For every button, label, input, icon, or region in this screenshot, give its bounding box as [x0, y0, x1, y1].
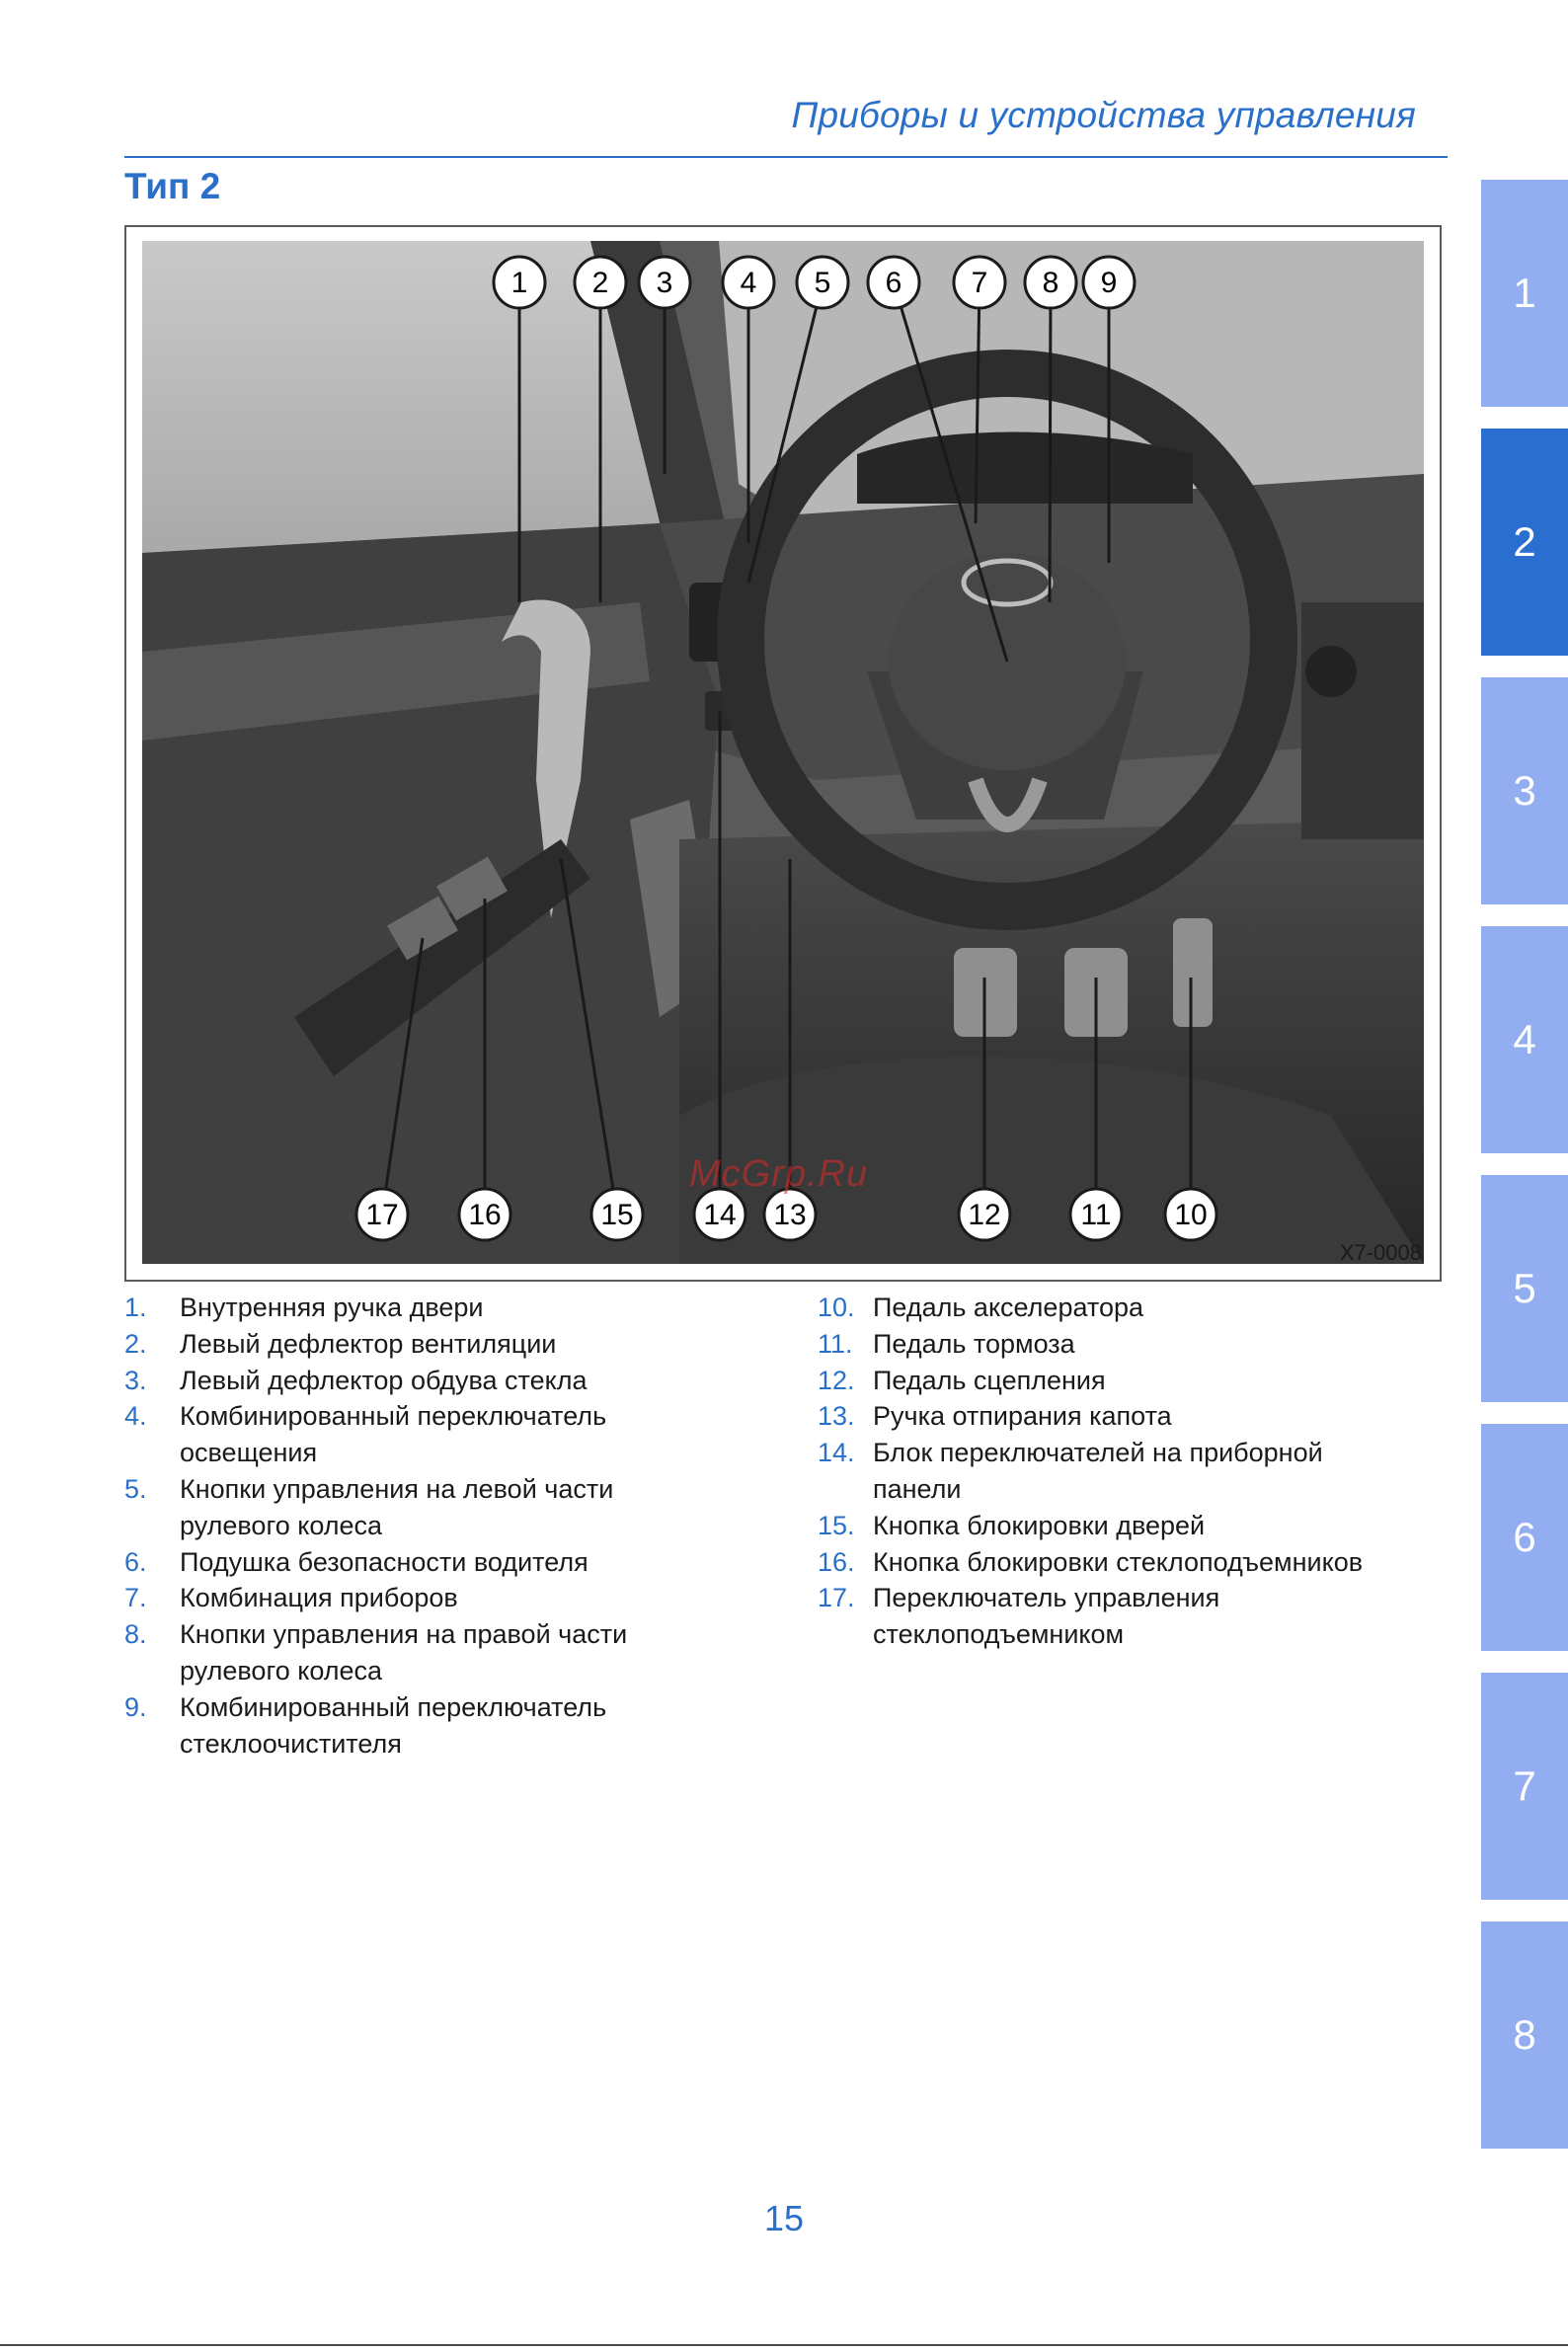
legend-text: Левый дефлектор обдува стекла — [180, 1365, 588, 1395]
callout-11 — [1070, 1189, 1122, 1240]
callout-17-label: 17 — [365, 1199, 399, 1231]
callout-13 — [764, 1189, 816, 1240]
callout-10 — [1165, 1189, 1216, 1240]
callout-9 — [1083, 257, 1135, 308]
page-number: 15 — [763, 2198, 805, 2238]
callout-6-label: 6 — [885, 267, 902, 299]
chapter-tab-4[interactable]: 4 — [1481, 926, 1568, 1153]
callout-1 — [494, 257, 545, 308]
legend-item — [124, 1290, 697, 1326]
legend-text: Педаль акселератора — [873, 1293, 1143, 1322]
legend-text: Кнопки управления на правой части рулевого колеса — [180, 1619, 628, 1686]
legend-item — [124, 1689, 697, 1763]
legend-item — [124, 1398, 697, 1471]
legend-item — [818, 1580, 1430, 1653]
legend-left — [124, 1290, 697, 1762]
legend-item — [124, 1580, 697, 1616]
legend-text: Кнопка блокировки дверей — [873, 1510, 1206, 1540]
chapter-tab-3[interactable]: 3 — [1481, 677, 1568, 904]
legend-num: 1. — [124, 1293, 147, 1322]
chapter-tab-6[interactable]: 6 — [1481, 1424, 1568, 1651]
legend-num: 3. — [124, 1365, 147, 1395]
callout-10-label: 10 — [1174, 1199, 1208, 1231]
callout-6 — [868, 257, 919, 308]
legend-text: Кнопки управления на левой части рулевого колеса — [180, 1473, 614, 1540]
header-title: Приборы и устройства управления — [791, 95, 1416, 135]
legend-num: 7. — [124, 1583, 147, 1613]
callout-4-label: 4 — [740, 267, 757, 299]
callout-16-label: 16 — [468, 1199, 502, 1231]
legend-text: Подушка безопасности водителя — [180, 1546, 588, 1577]
legend-text: Блок переключателей на приборной панели — [873, 1438, 1323, 1504]
callout-3-label: 3 — [656, 267, 673, 299]
callout-1-label: 1 — [510, 267, 528, 299]
callout-3 — [639, 257, 690, 308]
callout-4 — [723, 257, 774, 308]
center-console — [1301, 602, 1424, 839]
chapter-tab-2[interactable]: 2 — [1481, 429, 1568, 656]
callout-12 — [959, 1189, 1010, 1240]
callout-8-label: 8 — [1042, 267, 1059, 299]
legend-num: 16. — [818, 1546, 855, 1577]
legend-text: Ручка отпирания капота — [873, 1401, 1172, 1432]
chapter-tab-7[interactable]: 7 — [1481, 1673, 1568, 1900]
legend-item — [818, 1326, 1430, 1363]
legend-text: Комбинация приборов — [180, 1583, 458, 1613]
legend-item — [818, 1508, 1430, 1544]
header-rule — [124, 156, 1448, 158]
chapter-tab-5[interactable]: 5 — [1481, 1175, 1568, 1402]
callout-5 — [797, 257, 848, 308]
callout-13-label: 13 — [773, 1199, 807, 1231]
callout-9-label: 9 — [1100, 267, 1118, 299]
legend-num: 5. — [124, 1473, 147, 1504]
accelerator-pedal — [1173, 918, 1213, 1027]
legend-text: Педаль тормоза — [873, 1328, 1075, 1359]
legend-text: Комбинированный переключатель стеклоочистителя — [180, 1691, 607, 1759]
legend-item — [818, 1398, 1430, 1435]
legend-item — [124, 1471, 697, 1544]
callout-12-label: 12 — [968, 1199, 1001, 1231]
callout-15 — [591, 1189, 643, 1240]
legend-num: 11. — [818, 1328, 853, 1359]
callout-2-label: 2 — [591, 267, 609, 299]
legend-num: 13. — [818, 1401, 855, 1432]
legend-text: Педаль сцепления — [873, 1365, 1106, 1395]
callout-16 — [459, 1189, 510, 1240]
callout-2 — [575, 257, 626, 308]
chapter-tab-8[interactable]: 8 — [1481, 1921, 1568, 2149]
callout-17 — [356, 1189, 408, 1240]
callout-7 — [954, 257, 1005, 308]
callout-15-label: 15 — [600, 1199, 634, 1231]
bottom-rule — [0, 2344, 1568, 2346]
legend-num: 17. — [818, 1583, 855, 1613]
watermark: McGrp.Ru — [689, 1153, 869, 1195]
callout-7-label: 7 — [971, 267, 988, 299]
section-title: Тип 2 — [124, 166, 221, 206]
chapter-tab-1[interactable]: 1 — [1481, 180, 1568, 407]
legend-num: 8. — [124, 1619, 147, 1650]
legend-text: Внутренняя ручка двери — [180, 1293, 484, 1322]
callout-11-label: 11 — [1080, 1199, 1112, 1231]
legend-text: Левый дефлектор вентиляции — [180, 1328, 557, 1359]
callout-14-label: 14 — [703, 1199, 737, 1231]
legend-item — [124, 1363, 697, 1399]
legend-num: 15. — [818, 1510, 855, 1540]
callout-14 — [694, 1189, 745, 1240]
legend-text: Переключатель управления стеклоподъемником — [873, 1583, 1220, 1650]
legend-text: Кнопка блокировки стеклоподъемников — [873, 1546, 1364, 1577]
legend-num: 2. — [124, 1328, 147, 1359]
figure-code: X7-0008 — [1339, 1240, 1422, 1265]
legend-right — [818, 1290, 1430, 1653]
legend-num: 6. — [124, 1546, 147, 1577]
legend-num: 14. — [818, 1438, 855, 1468]
legend-item — [124, 1616, 697, 1689]
legend-item — [818, 1363, 1430, 1399]
legend-item — [124, 1544, 697, 1581]
callout-8 — [1025, 257, 1076, 308]
legend-item — [818, 1544, 1430, 1581]
legend-item — [818, 1435, 1430, 1508]
dashboard-illustration — [126, 227, 1440, 1280]
legend-num: 9. — [124, 1691, 147, 1722]
legend-num: 10. — [818, 1293, 855, 1322]
legend-item — [818, 1290, 1430, 1326]
legend-num: 4. — [124, 1401, 147, 1432]
legend-item — [124, 1326, 697, 1363]
legend-text: Комбинированный переключатель освещения — [180, 1401, 607, 1468]
dashboard-figure — [124, 225, 1442, 1282]
legend-num: 12. — [818, 1365, 855, 1395]
callout-5-label: 5 — [814, 267, 831, 299]
